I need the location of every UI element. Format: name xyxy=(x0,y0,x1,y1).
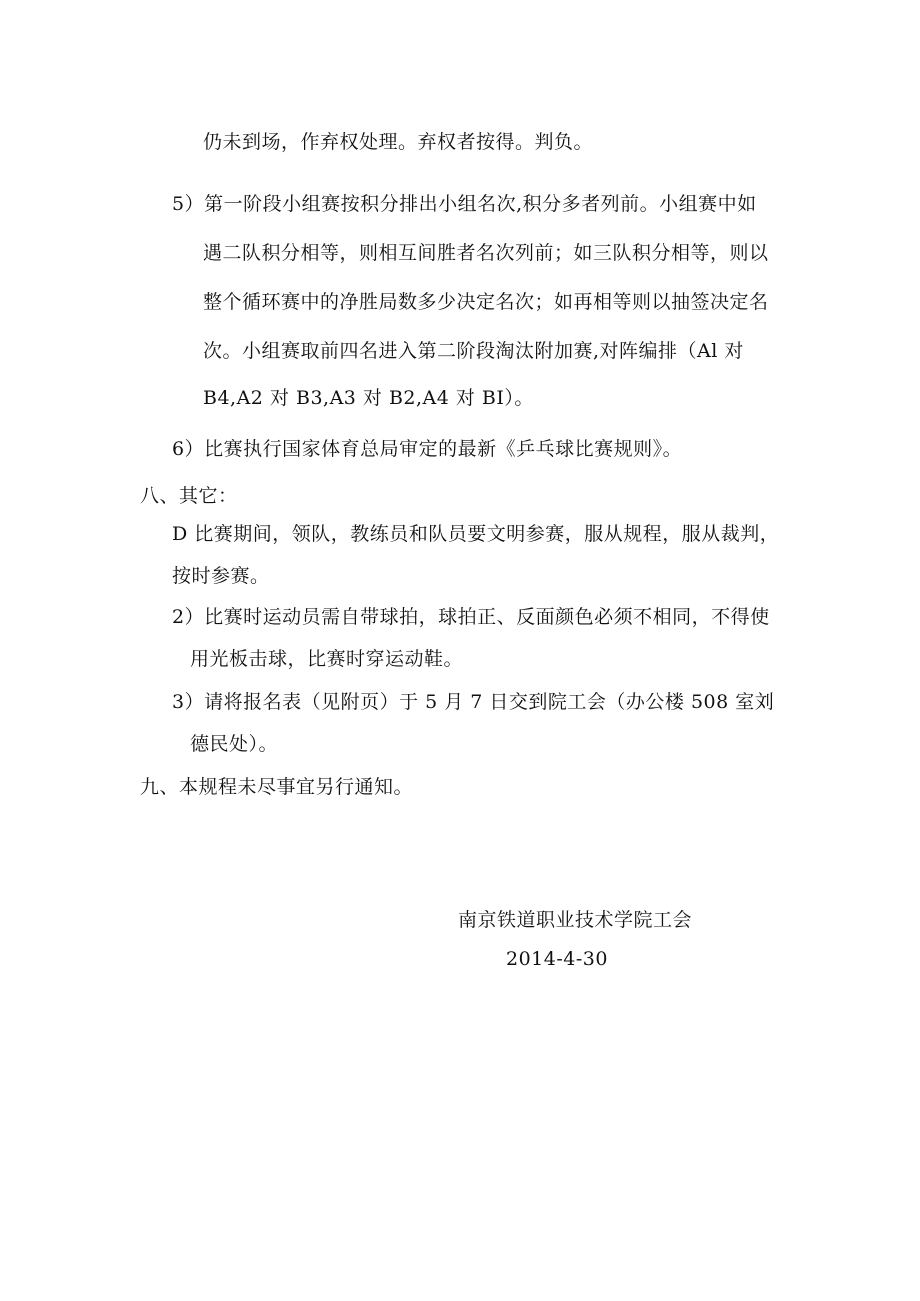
text-line-other-1-cont: 按时参赛。 xyxy=(172,565,270,587)
text-line-other-3: 3）请将报名表（见附页）于 5 月 7 日交到院工会（办公楼 508 室刘 xyxy=(172,691,775,713)
text-line-other-1: D 比赛期间，领队，教练员和队员要文明参赛，服从规程，服从裁判， xyxy=(172,523,780,545)
text-line-other-3-cont: 德民处）。 xyxy=(190,733,279,755)
text-line-item-6: 6）比赛执行国家体育总局审定的最新《乒乓球比赛规则》。 xyxy=(172,438,683,460)
signature-date: 2014-4-30 xyxy=(506,948,608,970)
section-heading-other: 八、其它： xyxy=(140,485,238,507)
signature-organization: 南京铁道职业技术学院工会 xyxy=(458,909,693,931)
text-line-item-5-cont-1: 遇二队积分相等，则相互间胜者名次列前；如三队积分相等，则以 xyxy=(203,242,769,264)
text-line-other-2: 2）比赛时运动员需自带球拍，球拍正、反面颜色必须不相同，不得使 xyxy=(172,606,770,628)
section-heading-notice: 九、本规程未尽事宜另行通知。 xyxy=(140,776,414,798)
text-line-forfeit: 仍未到场，作弃权处理。弃权者按得。判负。 xyxy=(203,131,594,153)
text-line-other-2-cont: 用光板击球，比赛时穿运动鞋。 xyxy=(190,648,464,670)
text-line-item-5: 5）第一阶段小组赛按积分排出小组名次,积分多者列前。小组赛中如 xyxy=(172,193,757,215)
text-line-item-5-cont-4: B4,A2 对 B3,A3 对 B2,A4 对 BI）。 xyxy=(203,387,534,409)
text-line-item-5-cont-3: 次。小组赛取前四名进入第二阶段淘汰附加赛,对阵编排（Al 对 xyxy=(203,340,744,362)
text-line-item-5-cont-2: 整个循环赛中的净胜局数多少决定名次；如再相等则以抽签决定名 xyxy=(203,291,769,313)
